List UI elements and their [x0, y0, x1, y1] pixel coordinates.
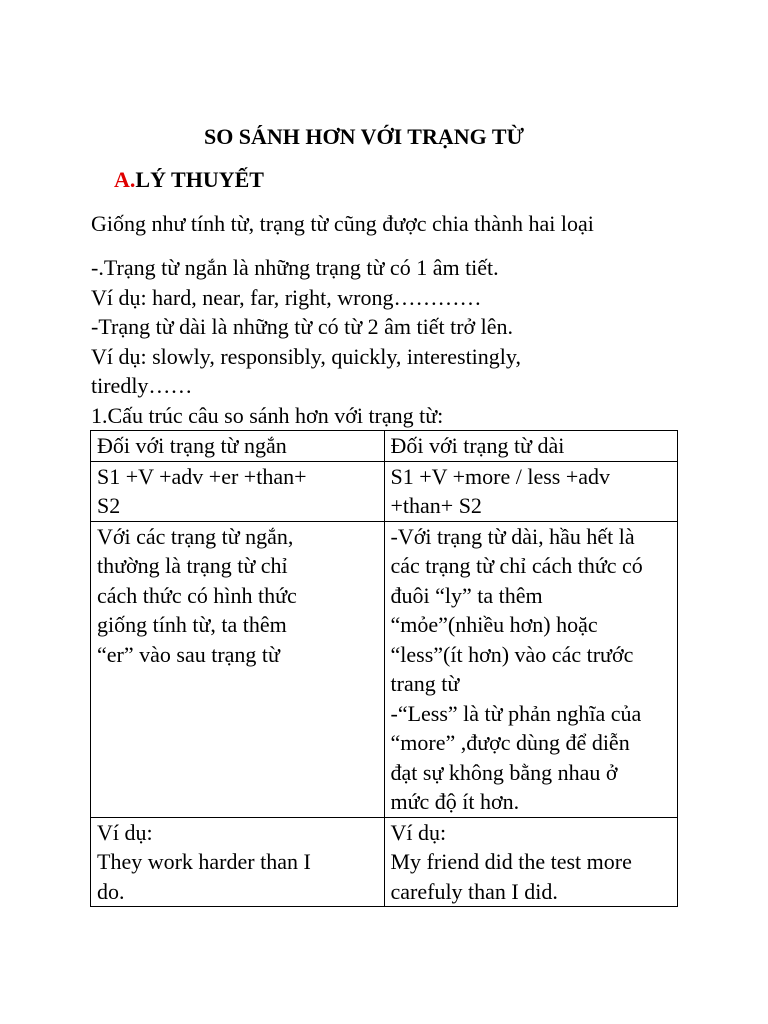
body-line: tiredly…… [91, 373, 193, 398]
header-long-cell: Đối với trạng từ dài [384, 431, 678, 462]
section-heading [114, 167, 264, 193]
example-short-cell: Ví dụ: They work harder than I do. [91, 817, 385, 907]
formula-long-cell: S1 +V +more / less +adv +than+ S2 [384, 461, 678, 521]
section-letter: A. [114, 167, 136, 192]
table-row [91, 521, 678, 817]
comparison-table [90, 430, 678, 907]
formula-short-cell: S1 +V +adv +er +than+ S2 [91, 461, 385, 521]
example-long-cell: Ví dụ: My friend did the test more carefuly than I did. [384, 817, 678, 907]
rule-long-cell: -Với trạng từ dài, hầu hết là các trạng từ chỉ cách thức có đuôi “ly” ta thêm “mỏe”(nhiều hơn) hoặc “less”(ít hơn) vào các trước trang từ -“Less” là từ phản nghĩa của “more” ,được dùng để diễn đạt sự không bằng nhau ở mức độ ít hơn. [384, 521, 678, 817]
page-title: SO SÁNH HƠN VỚI TRẠNG TỪ [203, 124, 525, 149]
header-short-cell: Đối với trạng từ ngắn [91, 431, 385, 462]
table-row [91, 431, 678, 462]
body-line: Ví dụ: hard, near, far, right, wrong………… [91, 284, 482, 310]
body-line: -Trạng từ dài là những từ có từ 2 âm tiết trở lên. [91, 314, 514, 339]
table-row [91, 461, 678, 521]
body-line: Ví dụ: slowly, responsibly, quickly, interestingly, [91, 343, 521, 369]
rule-short-cell: Với các trạng từ ngắn, thường là trạng từ chỉ cách thức có hình thức giống tính từ, ta thêm “er” vào sau trạng từ [91, 521, 385, 817]
intro-paragraph: Giống như tính từ, trạng từ cũng được chia thành hai loại [91, 211, 594, 236]
table-row [91, 817, 678, 907]
body-line: 1.Cấu trúc câu so sánh hơn với trạng từ: [91, 402, 444, 428]
section-heading-text: LÝ THUYẾT [135, 167, 264, 192]
body-line: -.Trạng từ ngắn là những trạng từ có 1 âm tiết. [91, 255, 499, 280]
body-lines [91, 253, 691, 430]
